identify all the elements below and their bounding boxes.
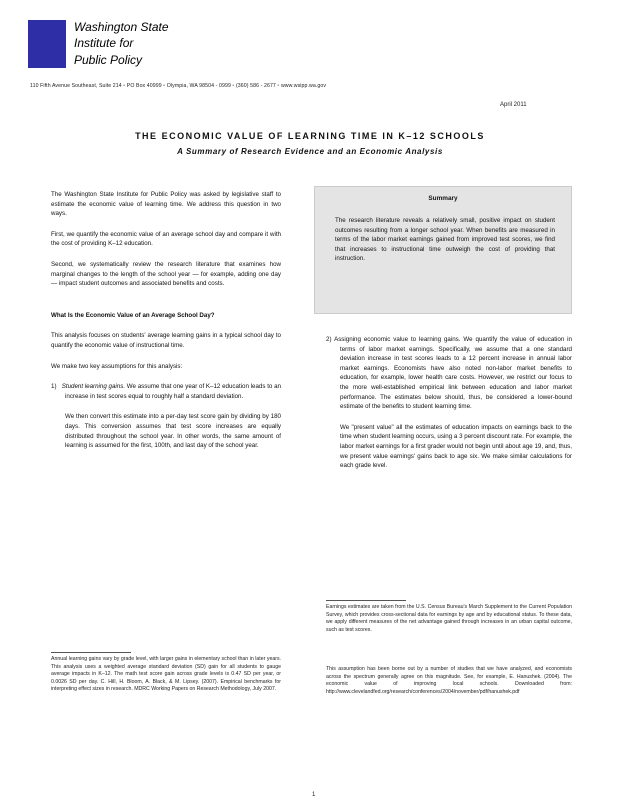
assumption-item-2: 2) Assigning economic value to learning gains. We quantify the value of education in terms of labor market earnings. Specifically, we assume that a one standard deviation increase in test scores leads to a 12 percent increase in annual labor market earnings. Economists have also noted non-labor market benefits to education, for example, lower health care costs. However, we restrict our focus to the more well-established empirical link between education and labor market performance. The estimates below should, thus, be considered a lower-bound estimate of the benefits to student learning time. bbox=[326, 336, 572, 411]
present-value-paragraph: We "present value" all the estimates of education impacts on earnings back to the time when student learning occurs, using a 3 percent discount rate. For example, the labor market earnings for a first grader would not begin until about age 19, and, thus, we present value earnings' gains back to age six. We make similar calculations for each grade level. bbox=[340, 423, 572, 470]
assumption-item-1-text: We assume that one year of K–12 education leads to an increase in test scores equal to roughly half a standard deviation. bbox=[65, 383, 281, 400]
analysis-paragraph: This analysis focuses on students' average learning gains in a typical school day to quantify the economic value of instructional time. bbox=[51, 332, 281, 349]
footnote-right-1: Earnings estimates are taken from the U.S. Census Bureau's March Supplement to the Current Population Survey, which provides cross-sectional data for earnings by age and by educational status. To these data, we apply different measures of the net advantage gained through increases in an urban capital outcome, such as test scores. bbox=[326, 604, 572, 633]
assumptions-intro: We make two key assumptions for this analysis: bbox=[51, 362, 183, 370]
summary-box bbox=[314, 186, 572, 314]
institute-name-line1: Washington State bbox=[74, 20, 169, 34]
second-paragraph: Second, we systematically review the research literature that examines how marginal changes to the length of the school year — for example, adding one day — impact student outcomes and associated benefits and costs. bbox=[51, 260, 281, 288]
report-subtitle: A Summary of Research Evidence and an Economic Analysis bbox=[177, 147, 443, 156]
summary-heading: Summary bbox=[428, 195, 458, 202]
section-heading: What Is the Economic Value of an Average School Day? bbox=[51, 311, 215, 319]
summary-body: The research literature reveals a relatively small, positive impact on student outcomes resulting from a longer school year. When benefits are measured in terms of the labor market earnings gained from improved test scores, we find that increases to instructional time outweigh the cost of providing that instruction. bbox=[335, 217, 555, 263]
footnote-rule-right bbox=[326, 600, 406, 601]
footnote-rule-left bbox=[51, 652, 131, 653]
logo-square bbox=[28, 20, 66, 68]
right-column bbox=[326, 335, 572, 482]
left-column bbox=[51, 190, 281, 462]
first-paragraph: First, we quantify the economic value of an average school day and compare it with the cost of providing K–12 education. bbox=[51, 230, 281, 248]
report-title: THE ECONOMIC VALUE OF LEARNING TIME IN K–12 SCHOOLS bbox=[135, 131, 485, 141]
institute-name-line3: Public Policy bbox=[74, 53, 143, 67]
institute-name-line2: Institute for bbox=[74, 36, 134, 50]
address-line: 110 Fifth Avenue Southeast, Suite 214 ▫ PO Box 40999 ▫ Olympia, WA 98504 - 0999 ▫ (360) 586 - 2677 ▫ www.wsipp.wa.gov bbox=[30, 83, 327, 89]
intro-paragraph: The Washington State Institute for Public Policy was asked by legislative staff to estimate the economic value of learning time. We address this question in two ways. bbox=[51, 191, 281, 218]
assumption-item-1: 1) Student learning gains. We assume that one year of K–12 education leads to an increase in test scores equal to roughly half a standard deviation. bbox=[51, 383, 281, 400]
footnote-left: Annual learning gains vary by grade level, with larger gains in elementary school than in later years. This analysis uses a weighted average standard deviation (SD) gain for all students to gauge average impacts in K–12. The math test score gain across grade levels is 0.47 SD per year, or 0.0026 SD per day. C. Hill, H. Bloom, A. Black, & M. Lipsey. (2007). Empirical benchmarks for interpreting effect sizes in research. MDRC Working Papers on Research Methodology, July 2007. bbox=[51, 656, 281, 693]
assumption-item-1-label: Student learning gains. bbox=[61, 383, 126, 391]
footnote-right-2: This assumption has been borne out by a number of studies that we have analyzed, and economists across the spectrum generally agree on this magnitude. See, for example, E. Hanushek. (2004). The economic value of improving local schools. Downloaded from: http://www.clevelandfed.org/research/conferences/2004/november/pdf/hanushek.pdf bbox=[326, 666, 572, 695]
page-number: 1 bbox=[312, 792, 316, 798]
report-date: April 2011 bbox=[500, 102, 527, 108]
assumption-item-1-continued: We then convert this estimate into a per-day test score gain by dividing by 180 days. This conversion assumes that test score increases are equally distributed throughout the school year. In other words, the same amount of learning is assumed for the first, 100th, and last day of the school year. bbox=[65, 413, 281, 450]
